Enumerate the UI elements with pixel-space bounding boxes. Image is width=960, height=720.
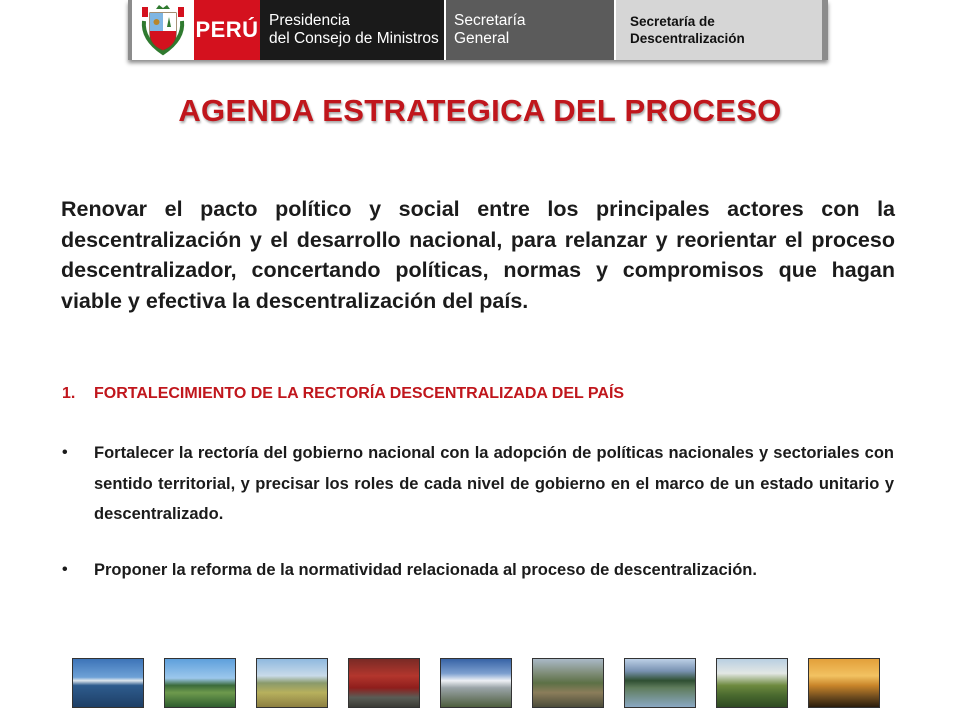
pcm-line-1: Presidencia [269,12,350,29]
machu-picchu-photo [532,658,604,708]
red-pyramid-photo [348,658,420,708]
jungle-river-photo [624,658,696,708]
lake-landscape-photo [72,658,144,708]
sg-line-2: General [454,30,510,47]
snow-mountain-photo [440,658,512,708]
shield-icon [138,3,188,57]
secretaria-general-block [444,0,614,60]
grassland-photo [256,658,328,708]
bullet-item [62,438,894,530]
sd-line-2: Descentralización [630,31,745,46]
bullet-icon: • [62,561,68,578]
section-heading [62,383,902,405]
slide-title: AGENDA ESTRATEGICA DEL PROCESO [178,93,782,128]
sd-line-1: Secretaría de [630,14,715,29]
secretaria-descentralizacion-block [614,0,828,60]
pcm-line-2: del Consejo de Ministros [269,30,439,47]
green-valley-photo [716,658,788,708]
bullet-text: Proponer la reforma de la normatividad relacionada al proceso de descentralización. [94,561,757,579]
palm-plaza-photo [164,658,236,708]
coat-of-arms-logo [128,0,194,60]
sunset-lake-photo [808,658,880,708]
country-name: PERÚ [195,17,259,42]
header-banner [128,0,828,60]
pcm-block [260,0,444,60]
bullet-item [62,555,894,586]
photo-strip [72,658,880,708]
section-number: 1. [62,385,76,402]
peru-wordmark [194,0,260,60]
bullet-icon: • [62,444,68,461]
sg-line-1: Secretaría [454,12,526,29]
section-heading-text: FORTALECIMIENTO DE LA RECTORÍA DESCENTRALIZADA DEL PAÍS [94,385,625,402]
intro-paragraph: Renovar el pacto político y social entre los principales actores con la descentralización y el desarrollo nacional, para relanzar y reorientar el proceso descentralizador, concertando políticas, normas y compromisos que hagan viable y efectiva la descentralización del país. [61,197,895,313]
bullet-text: Fortalecer la rectoría del gobierno nacional con la adopción de políticas nacionales y sectoriales con sentido territorial, y precisar los roles de cada nivel de gobierno en el marco de un estado unitario y descentralizado. [94,444,894,523]
